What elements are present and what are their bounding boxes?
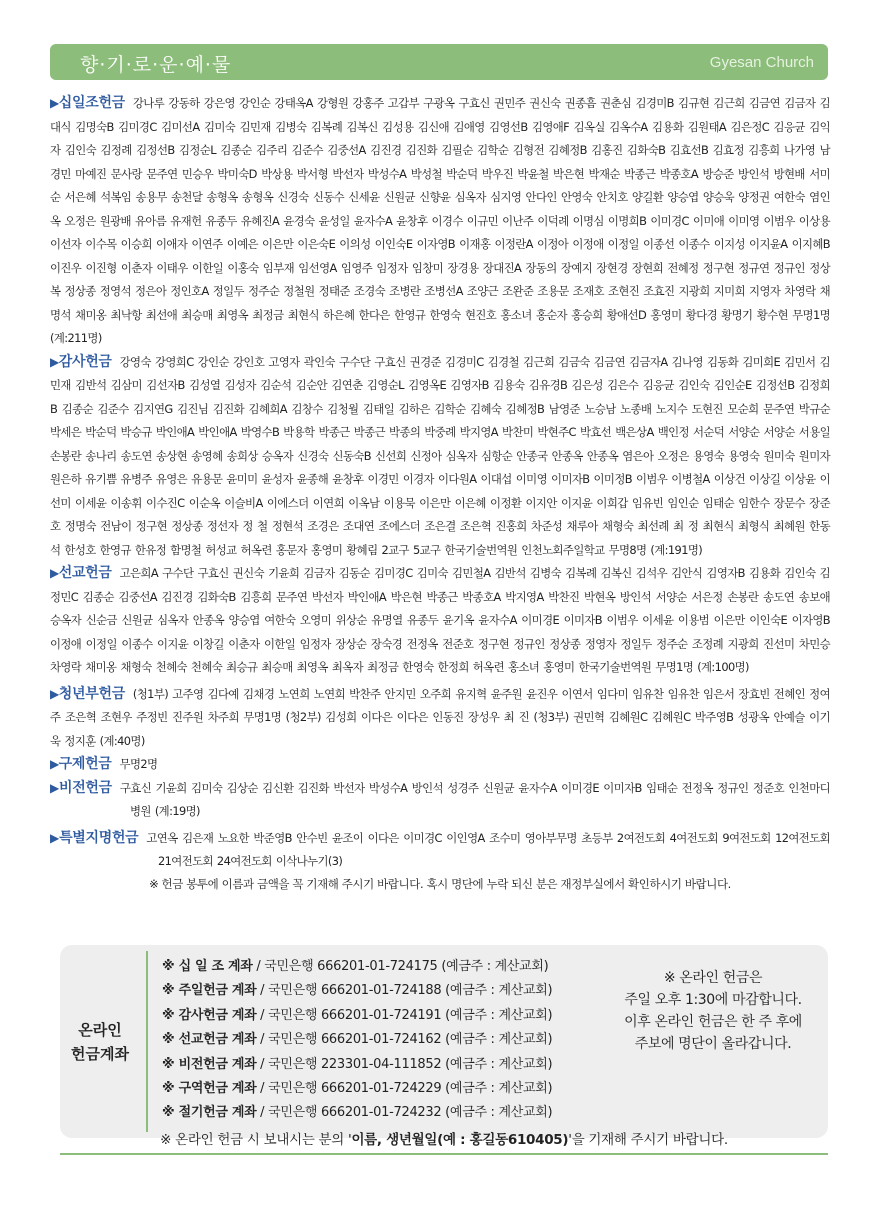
section-names: 강영숙 강영희C 강인순 강인호 고영자 곽인숙 구수단 구효신 권경준 김경미C 김경철 김근희 김금숙 김금연 김금자A 김나영 김동화 김미희E 김민서 김민재 김반석 김삼미 김선자B 김성열 김성자 김순석 김순안 김연춘 김영순L 김영옥E 김영자B 김용숙 김유경B 김은성 김은수 김응균 김인숙 김인순E 김정선B 김정희B 김종순 김준수 김지연G 김진님 김진화 김혜희A 김창수 김청월 김태일 김하은 김학순 김혜숙 김혜정B 남영준 노승남 노종배 노지수 도현진 모순희 문주연 박규순 박세은 박순덕 박승규 박인애A 박인애A 박영수B 박용학 박종근 박종근 박종의 박중례 박지영A 박찬미 박현주C 박효선 백은상A 백인정 서순덕 서양순 서양순 서용일 손봉란 송나리 송도연 송상현 송영혜 송희상 승옥자 신경숙 신동숙B 신선희 신정아 심옥자 심항순 안종국 안종옥 안종옥 염은아 오정은 용영숙 용영숙 원미숙 원미자 원은하 유기쁨 유병주 유영은 유용문 윤미미 윤성자 윤종해 윤창후 이경민 이경자 이다원A 이대섭 이미영 이미자B 이미정B 이범우 이병철A 이상건 이상길 이상윤 이선미 이세윤 이송휘 이수진C 이순옥 이슬비A 이에스더 이연희 이옥남 이용묵 이은만 이은혜 이정환 이지안 이지윤 이희갑 임유빈 임인순 임태순 임한수 장문수 장준호 정명숙 전남이 정구현 정상종 정선자 정 철 정현석 조경은 조대연 조에스더 조은결 조은혁 진홍희 차준성 채루아 채형숙 최선례 최 정 최현식 최형식 최혜원 한동석 한성호 한영규 한유정 함명철 허성교 허옥련 홍문자 홍영미 황혜림 2교구 5교구 한국기술번역원 인천노회주일학교 무명8명 (계:191명) bbox=[50, 354, 830, 557]
section-names: (청1부) 고주영 김다예 김채경 노연희 노연희 박찬주 안지민 오주희 유지혁 윤주원 윤진우 이연서 임다미 임유찬 임유찬 임은서 장효빈 전혜인 정여주 조은혁 조현우 주정빈 진주원 차주희 무명1명 (청2부) 김성희 이다은 이다은 인동진 장성우 최 진 (청3부) 권민혁 김혜원C 김혜원C 박주영B 성광옥 안예슬 이기욱 정지훈 (계:40명) bbox=[50, 686, 830, 748]
account-list bbox=[162, 955, 602, 1126]
section-names: 강나루 강동하 강은영 강인순 강태옥A 강형원 강홍주 고갑부 구광옥 구효신 권민주 권신숙 권종흠 권춘심 김경미B 김규현 김근희 김금연 김금자 김대식 김명숙B 김미경C 김미선A 김미숙 김민재 김병숙 김복례 김복신 김성용 김신애 김애영 김영선B 김영애F 김옥실 김옥수A 김용화 김원태A 김은정C 김응균 김익자 김인숙 김정례 김정선B 김정순L 김종순 김주리 김준수 김중선A 김진경 김진화 김필순 김학순 김형전 김혜정B 김홍진 김화숙B 김효선B 김효정 김흥희 나가영 남경민 마예진 문사랑 문주연 민승우 박미숙D 박상용 박서형 박선자 박성수A 박성철 박순덕 박우진 박윤철 박은현 박재순 박종근 박종호A 방승준 방인석 방현배 서미순 서은혜 석복임 송용무 송천달 송형옥 송형옥 신경숙 신동수 신세윤 신원균 신향윤 심옥자 심지영 안다인 안영숙 안치호 양길환 양승엽 양승욱 양정권 여한숙 염인옥 오정은 원광배 유아름 유재헌 유종두 유혜진A 윤경숙 윤성일 윤자수A 윤창후 이경수 이규민 이난주 이덕례 이명심 이명희B 이미경C 이미애 이미영 이범우 이상용 이선자 이수목 이승희 이애자 이연주 이예은 이은만 이은숙E 이의성 이인숙E 이자영B 이재홍 이정란A 이정아 이정애 이정일 이종선 이종수 이지성 이지윤A 이지혜B 이진우 이진형 이춘자 이태우 이한일 이홍숙 임부재 임선영A 임영주 임정자 임창미 장경용 장대진A 장동의 장예지 장현경 장현희 전혜정 정구현 정규연 정규인 정상복 정상종 정영석 정은아 정인호A 정일두 정주순 정철원 정태준 조경숙 조병란 조병선A 조양근 조완준 조용문 조재호 조현진 조효진 지광희 지미희 지영자 차영락 채명석 채미옹 최낙항 최선애 최승매 최영옥 최정금 최현식 하은혜 한다은 한영규 한영숙 현진호 홍소녀 홍순자 홍승희 황애선D 홍영미 황다경 황명기 황수현 무명1명 (계:211명) bbox=[50, 96, 830, 345]
online-notice-line: 주보에 명단이 올라갑니다. bbox=[634, 1036, 792, 1052]
section-title: 특별지명헌금 bbox=[59, 829, 139, 846]
footer-post: '을 기재해 주시기 바랍니다. bbox=[568, 1132, 728, 1148]
online-label-line2: 헌금계좌 bbox=[71, 1044, 129, 1063]
account-info: / 국민은행 666201-01-724162 (예금주 : 계산교회) bbox=[256, 1032, 553, 1048]
online-notice-line: ※ 온라인 헌금은 bbox=[663, 970, 763, 986]
account-info: / 국민은행 666201-01-724188 (예금주 : 계산교회) bbox=[256, 983, 553, 999]
offering-list bbox=[50, 92, 830, 894]
account-name: ※ 감사헌금 계좌 bbox=[162, 1007, 257, 1023]
account-name: ※ 구역헌금 계좌 bbox=[162, 1081, 257, 1097]
online-notice bbox=[608, 967, 818, 1055]
online-label bbox=[60, 945, 140, 1138]
notice-text: ※ 헌금 봉투에 이름과 금액을 꼭 기재해 주시기 바랍니다. 혹시 명단에 누락 되신 분은 재정부실에서 확인하시기 바랍니다. bbox=[149, 876, 731, 891]
arrow-icon: ▶ bbox=[50, 686, 59, 701]
account-item bbox=[162, 1101, 602, 1125]
account-name: ※ 주일헌금 계좌 bbox=[162, 983, 257, 999]
section-special bbox=[50, 827, 830, 874]
footer-bold: 이름, 생년월일(예 : 홍길동610405) bbox=[351, 1132, 569, 1148]
arrow-icon: ▶ bbox=[50, 830, 60, 845]
account-name: ※ 십 일 조 계좌 bbox=[162, 959, 253, 974]
account-info: / 국민은행 666201-01-724175 (예금주 : 계산교회) bbox=[252, 959, 549, 974]
section-relief bbox=[50, 753, 830, 777]
section-title: 청년부헌금 bbox=[58, 685, 125, 702]
footer-line bbox=[60, 1153, 828, 1155]
section-title: 비전헌금 bbox=[58, 779, 112, 796]
section-vision bbox=[50, 777, 830, 824]
section-tithe bbox=[50, 92, 830, 351]
section-title: 감사헌금 bbox=[58, 353, 112, 370]
page-header bbox=[50, 44, 828, 80]
section-youth bbox=[50, 683, 830, 754]
account-item bbox=[162, 1028, 602, 1052]
section-names: 고은희A 구수단 구효신 권신숙 기윤희 김금자 김동순 김미경C 김미숙 김민철A 김반석 김병숙 김복례 김복신 김석우 김안식 김영자B 김용화 김인숙 김정민C 김종순 김중선A 김진경 김화숙B 김흥희 문주연 박선자 박인애A 박은현 박종근 박종호A 박지영A 박찬진 박현옥 방인석 서양순 서은정 손봉란 송도연 송보애 승옥자 신순금 신원균 심옥자 안종옥 양승엽 여한숙 오영미 위상순 유명열 유종두 윤기옥 윤자수A 이미경E 이미자B 이범우 이세윤 이용범 이은만 이인숙E 이자영B 이정애 이정일 이종수 이지윤 이창길 이춘자 이한일 임정자 장상순 장숙경 전정옥 전준호 정구현 정규인 정상종 정영자 정일두 정주순 조정례 지광희 진선미 차민승 차영락 채미옹 채형숙 천혜숙 천혜숙 최승규 최승매 최영옥 최옥자 최정금 한영숙 한정희 허옥련 홍소녀 홍영미 한국기술번역원 무명1명 (계:100명) bbox=[50, 566, 830, 674]
online-label-line1: 온라인 bbox=[78, 1020, 122, 1039]
divider bbox=[146, 951, 148, 1132]
section-title: 구제헌금 bbox=[58, 756, 112, 772]
arrow-icon: ▶ bbox=[50, 780, 59, 795]
section-title: 선교헌금 bbox=[58, 565, 112, 581]
account-item bbox=[162, 1004, 602, 1028]
section-thanks bbox=[50, 351, 830, 563]
header-title: 향·기·로·운·예·물 bbox=[80, 54, 232, 76]
online-notice-line: 주일 오후 1:30에 마감합니다. bbox=[624, 992, 802, 1008]
section-names: 고연옥 김은재 노요한 박준영B 안수빈 윤조이 이다은 이미경C 이인영A 조수미 영아부무명 초등부 2여전도회 4여전도회 9여전도회 12여전도회 21여전도회 24여전도회 이삭나누기(3) bbox=[146, 830, 830, 868]
online-notice-line: 이후 온라인 헌금은 한 주 후에 bbox=[624, 1014, 802, 1030]
account-info: / 국민은행 666201-01-724191 (예금주 : 계산교회) bbox=[256, 1007, 553, 1023]
section-names: 구효신 기윤희 김미숙 김상순 김신환 김진화 박선자 박성수A 방인석 성경주 신원균 윤자수A 이미경E 이미자B 임태순 전정옥 정규인 정준호 인천마디병원 (계:19명) bbox=[119, 780, 831, 818]
account-name: ※ 선교헌금 계좌 bbox=[162, 1032, 257, 1048]
arrow-icon: ▶ bbox=[50, 354, 59, 369]
footer-note bbox=[60, 1128, 828, 1148]
arrow-icon: ▶ bbox=[50, 96, 59, 110]
account-info: / 국민은행 666201-01-724229 (예금주 : 계산교회) bbox=[256, 1081, 553, 1097]
arrow-icon: ▶ bbox=[50, 757, 59, 771]
account-name: ※ 비전헌금 계좌 bbox=[162, 1056, 257, 1072]
account-item bbox=[162, 979, 602, 1003]
account-item bbox=[162, 1053, 602, 1077]
church-name: Gyesan Church bbox=[709, 54, 814, 71]
account-name: ※ 절기헌금 계좌 bbox=[162, 1105, 257, 1121]
account-item bbox=[162, 955, 602, 979]
section-mission bbox=[50, 562, 830, 680]
section-title: 십일조헌금 bbox=[58, 95, 125, 111]
account-info: / 국민은행 666201-01-724232 (예금주 : 계산교회) bbox=[256, 1105, 553, 1121]
footer-pre: ※ 온라인 헌금 시 보내시는 분의 ' bbox=[160, 1132, 352, 1148]
account-info: / 국민은행 223301-04-111852 (예금주 : 계산교회) bbox=[256, 1056, 553, 1072]
section-names: 무명2명 bbox=[119, 757, 158, 771]
arrow-icon: ▶ bbox=[50, 566, 59, 580]
online-account-box bbox=[60, 945, 828, 1138]
account-item bbox=[162, 1077, 602, 1101]
